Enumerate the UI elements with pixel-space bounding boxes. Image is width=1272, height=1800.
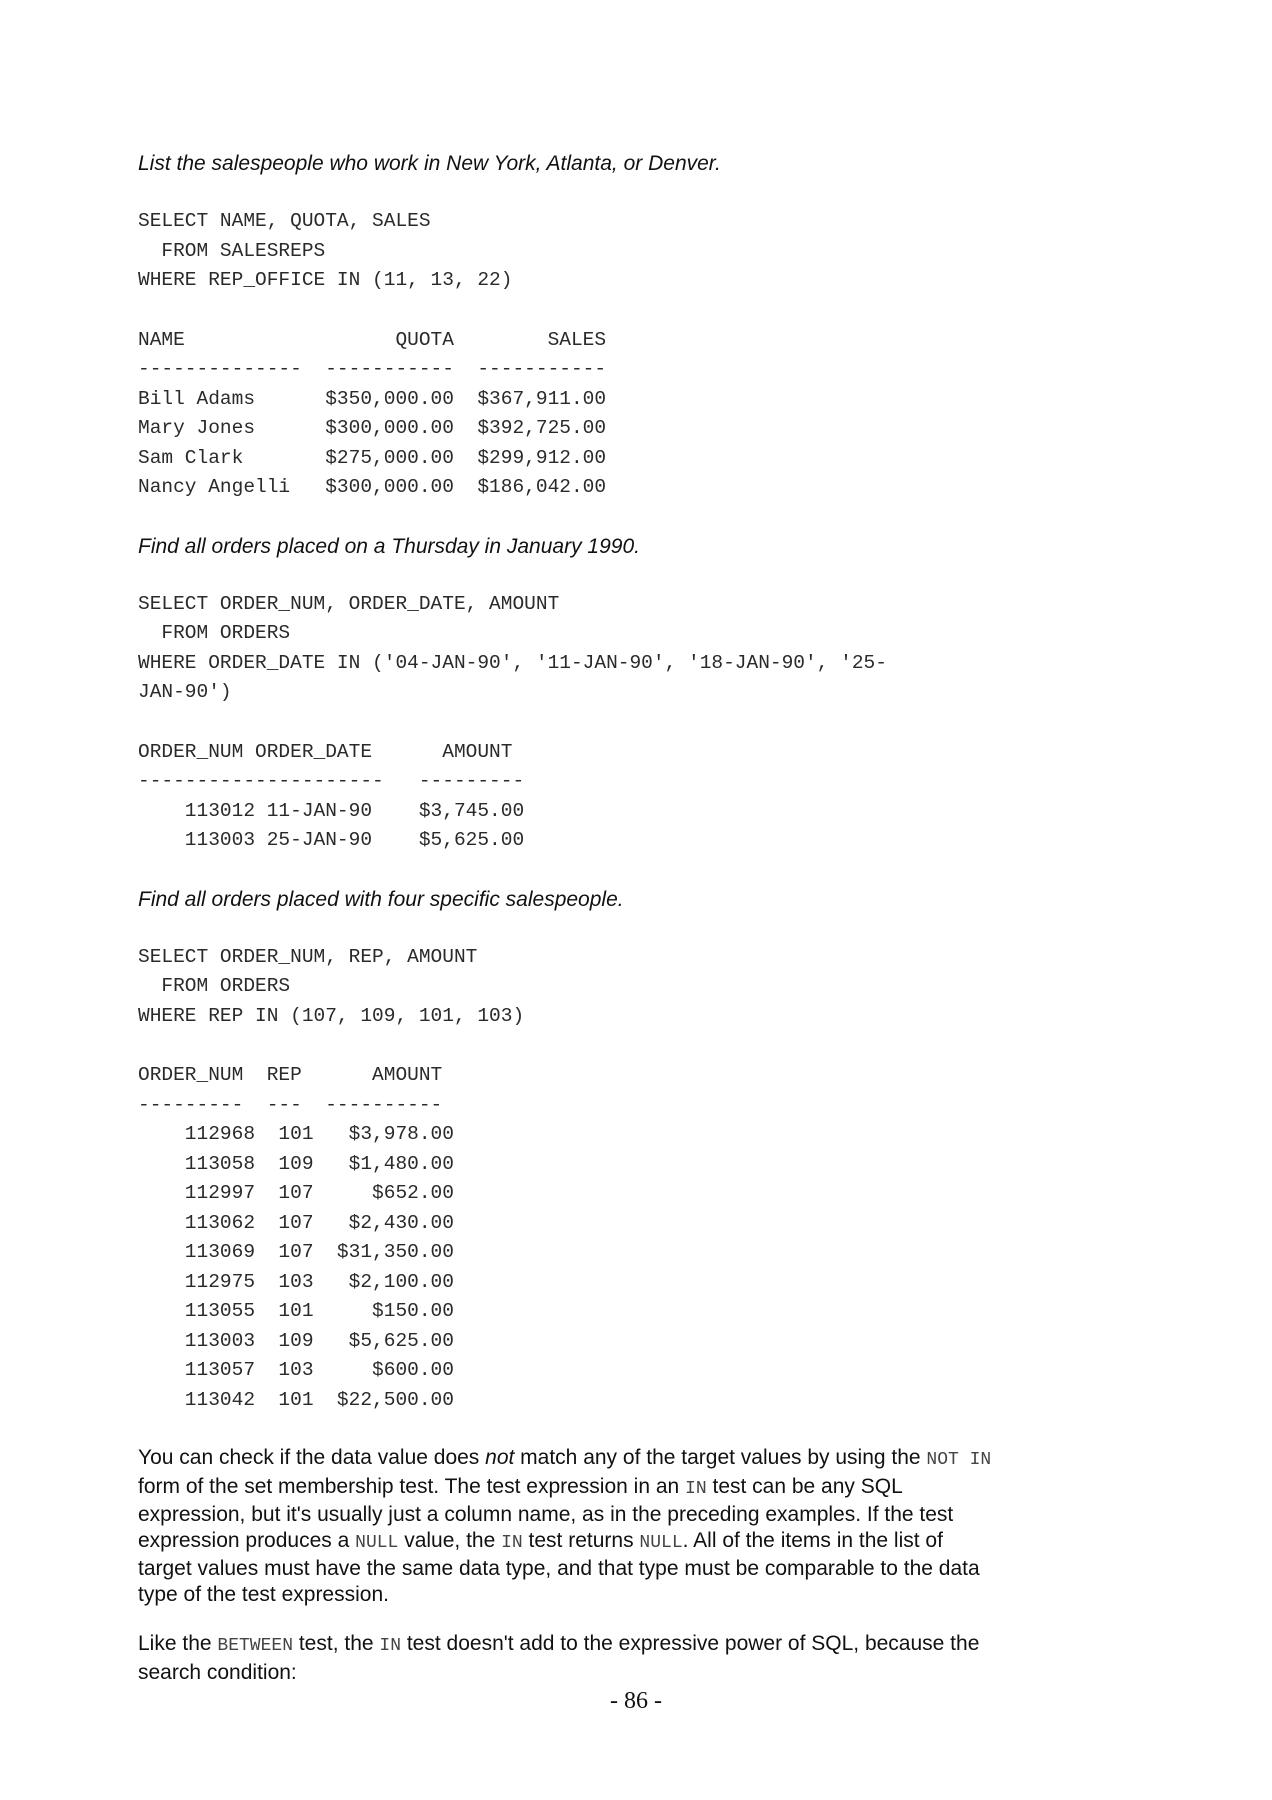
inline-code: BETWEEN <box>217 1636 294 1656</box>
text: match any of the target values by using the <box>514 1446 927 1469</box>
text: You can check if the data value does <box>138 1446 486 1469</box>
text: test doesn't add to the expressive power of SQL, because the search condition: <box>138 1632 980 1684</box>
text: test can be any SQL expression, but it's usually just a column name, as in the preceding examples. If the test expression produces a <box>138 1474 954 1552</box>
query-result-2: ORDER_NUM ORDER_DATE AMOUNT --------------------- --------- 113012 11-JAN-90 $3,745.00 113003 25-JAN-90 $5,625.00 <box>138 740 525 851</box>
sql-query-2: SELECT ORDER_NUM, ORDER_DATE, AMOUNT FROM ORDERS WHERE ORDER_DATE IN ('04-JAN-90', '11-JAN-90', '18-JAN-90', '25- JAN-90') <box>138 592 887 703</box>
text: value, the <box>398 1528 502 1552</box>
sql-query-1: SELECT NAME, QUOTA, SALES FROM SALESREPS WHERE REP_OFFICE IN (11, 13, 22) <box>138 210 513 291</box>
text: test returns <box>522 1528 640 1552</box>
text: form of the set membership test. The test expression in an <box>138 1474 686 1498</box>
inline-code: NULL <box>639 1532 683 1553</box>
paragraph-not-in <box>138 1445 998 1607</box>
section-heading-2: Find all orders placed on a Thursday in January 1990. <box>138 534 640 558</box>
text: . All of the items in the list of target values must have the same data type, and that type must be comparable to the data type of the test expression. <box>138 1528 980 1606</box>
section-heading-3: Find all orders placed with four specific salespeople. <box>138 887 624 911</box>
inline-code: NOT IN <box>926 1450 992 1470</box>
emphasis: not <box>485 1446 515 1469</box>
inline-code: IN <box>685 1478 707 1499</box>
query-result-3: ORDER_NUM REP AMOUNT --------- --- ---------- 112968 101 $3,978.00 113058 109 $1,480.00 112997 107 $652.00 113062 107 $2,430.00 113069 107 $31,350.00 112975 103 $2,100.00 113055 101 $150.00 113003 109 $5,625.00 113057 103 $600.00 113042 101 $22,500.00 <box>138 1064 454 1411</box>
text: test, the <box>293 1632 380 1655</box>
inline-code: NULL <box>355 1532 399 1553</box>
document-body <box>138 150 998 1685</box>
section-heading-1: List the salespeople who work in New York, Atlanta, or Denver. <box>138 152 721 175</box>
page-number: - 86 - <box>610 1688 662 1714</box>
inline-code: IN <box>501 1532 523 1553</box>
inline-code: IN <box>379 1636 402 1656</box>
query-result-1: NAME QUOTA SALES -------------- ----------- ----------- Bill Adams $350,000.00 $367,911.00 Mary Jones $300,000.00 $392,725.00 Sam Clark $275,000.00 $299,912.00 Nancy Angelli $300,000.00 $186,042.00 <box>138 328 607 498</box>
sql-query-3: SELECT ORDER_NUM, REP, AMOUNT FROM ORDERS WHERE REP IN (107, 109, 101, 103) <box>138 945 525 1027</box>
paragraph-between <box>138 1631 998 1685</box>
text: Like the <box>138 1632 218 1655</box>
